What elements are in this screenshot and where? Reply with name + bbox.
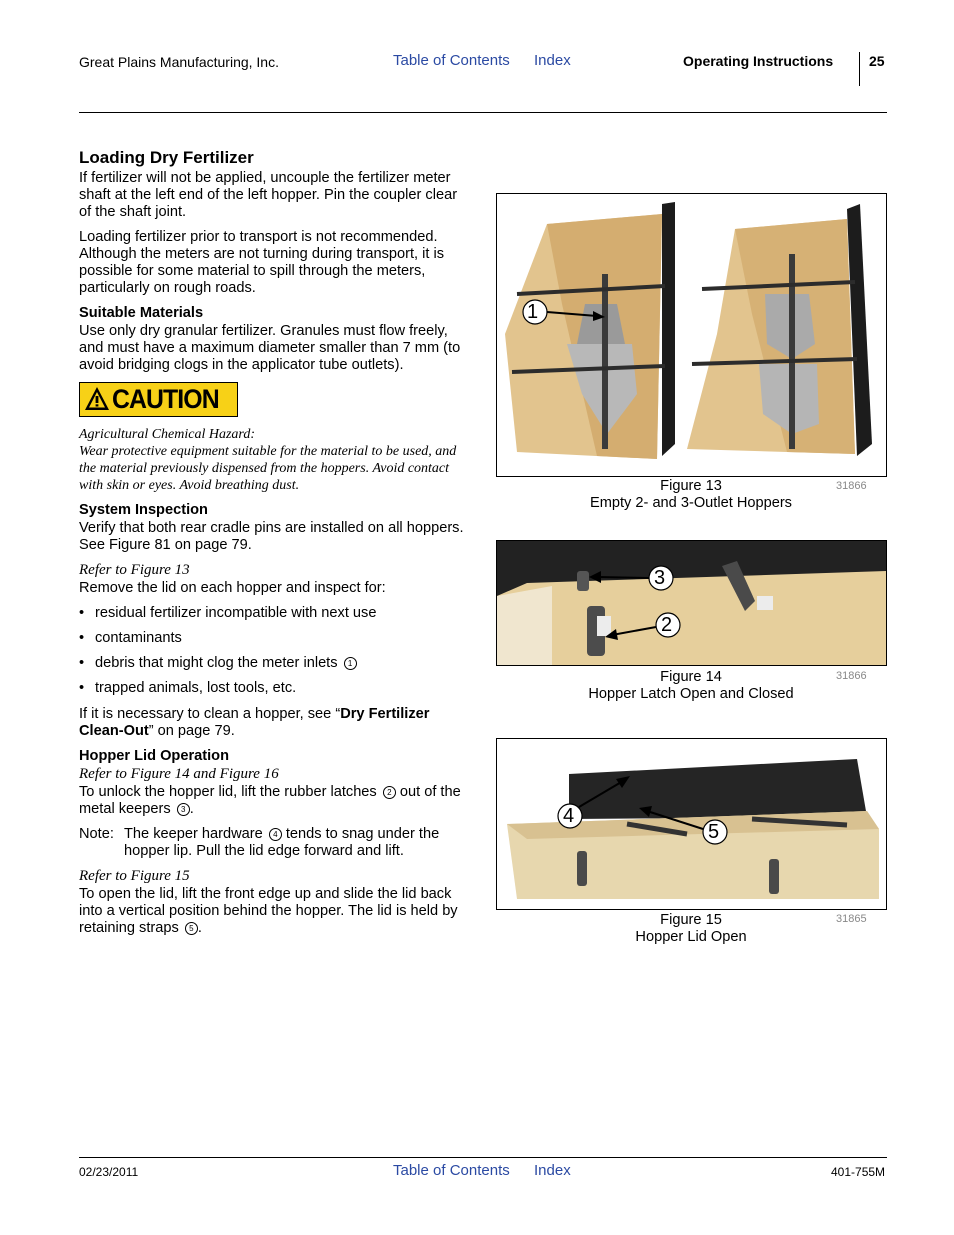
caution-label: [79, 382, 238, 417]
callout-5-marker: 5: [185, 922, 198, 935]
heading-system-inspection: System Inspection: [79, 502, 208, 518]
main-text-column: [79, 149, 469, 945]
figure-13-label: Figure 13: [660, 478, 722, 494]
heading-hopper-lid: Hopper Lid Operation: [79, 748, 229, 764]
figure-13-title: Empty 2- and 3-Outlet Hoppers: [590, 495, 792, 511]
list-item: • residual fertilizer incompatible with next use: [79, 605, 469, 622]
section-title: Operating Instructions: [683, 53, 834, 69]
figure-14-label: Figure 14: [660, 669, 722, 685]
toc-link-header[interactable]: Table of Contents: [393, 52, 510, 69]
callout-2: 2: [661, 614, 673, 636]
paragraph-transport: Loading fertilizer prior to transport is not recommended. Although the meters are not turning during transport, it is possible for some material to spill through the meters, particularly on rough roads.: [79, 229, 445, 296]
figure-13-caption: [560, 478, 822, 512]
figure-15-caption: [560, 912, 822, 946]
company-name: Great Plains Manufacturing, Inc.: [79, 54, 279, 70]
figure-14-caption: [560, 669, 822, 703]
hopper-lid-open-photo: [497, 739, 886, 909]
refer-figure-14-16: Refer to Figure 14 and Figure 16: [79, 766, 279, 782]
paragraph-clean: If it is necessary to clean a hopper, see “Dry Fertilizer Clean-Out” on page 79.: [79, 706, 430, 739]
callout-5: 5: [708, 821, 720, 843]
heading-suitable-materials: Suitable Materials: [79, 305, 204, 321]
footer-rule: [79, 1157, 887, 1158]
figure-14-number: 31866: [836, 670, 867, 682]
hazard-text: Wear protective equipment suitable for the material to be used, and the material previously dispensed from the hoppers. Avoid contact with skin or eyes. Avoid breathing dust.: [79, 444, 457, 493]
list-item: • contaminants: [79, 630, 469, 647]
paragraph-system-inspection: Verify that both rear cradle pins are installed on all hoppers. See Figure 81 on page 79.: [79, 520, 464, 553]
figure-13-number: 31866: [836, 480, 867, 492]
document-number: 401-755M: [831, 1165, 886, 1179]
note-label: Note:: [79, 826, 114, 842]
callout-1: 1: [527, 301, 539, 323]
figure-15-number: 31865: [836, 913, 867, 925]
caution-text: CAUTION: [112, 384, 219, 414]
header-divider: [859, 52, 860, 86]
section-heading: Loading Dry Fertilizer: [79, 148, 254, 167]
footer-date: 02/23/2011: [79, 1165, 139, 1179]
hazard-title: Agricultural Chemical Hazard:: [79, 427, 256, 442]
callout-2-marker: 2: [383, 786, 396, 799]
index-link-header[interactable]: Index: [534, 52, 571, 69]
paragraph-suitable-materials: Use only dry granular fertilizer. Granules must flow freely, and must have a maximum diameter smaller than 7 mm (to avoid bridging clogs in the applicator tube outlets).: [79, 323, 461, 373]
callout-3-marker: 3: [177, 803, 190, 816]
paragraph-uncouple: If fertilizer will not be applied, uncouple the fertilizer meter shaft at the left end of the left hopper. Pin the coupler clear of the shaft joint.: [79, 170, 458, 220]
callout-4-marker: 4: [269, 828, 282, 841]
hopper-latch-photo: [497, 541, 886, 665]
inspection-list: [79, 605, 469, 697]
paragraph-open-lid: To open the lid, lift the front edge up and slide the lid back into a vertical position behind the hopper. The lid is held by retaining straps 5 .: [79, 886, 458, 936]
paragraph-unlock: To unlock the hopper lid, lift the rubber latches 2 out of the metal keepers 3 .: [79, 784, 461, 817]
figure-15-title: Hopper Lid Open: [635, 929, 747, 945]
figure-13-image: [496, 193, 887, 477]
hoppers-photo: [497, 194, 886, 476]
paragraph-remove-lid: Remove the lid on each hopper and inspect for:: [79, 580, 386, 596]
figure-15-image: [496, 738, 887, 910]
refer-figure-15: Refer to Figure 15: [79, 868, 190, 884]
callout-1-marker: 1: [344, 657, 357, 670]
refer-figure-13: Refer to Figure 13: [79, 562, 190, 578]
header-rule: [79, 112, 887, 113]
callout-3: 3: [654, 567, 666, 589]
clean-out-reference: Dry Fertilizer Clean-Out: [79, 706, 430, 739]
list-item: • debris that might clog the meter inlets 1: [79, 655, 469, 672]
note-block: [79, 826, 469, 860]
warning-triangle-icon: [84, 386, 110, 411]
index-link-footer[interactable]: Index: [534, 1162, 571, 1179]
list-item: • trapped animals, lost tools, etc.: [79, 680, 469, 697]
figure-14-image: [496, 540, 887, 666]
page-number: 25: [869, 53, 885, 69]
figure-14-title: Hopper Latch Open and Closed: [588, 686, 794, 702]
note-text: The keeper hardware 4 tends to snag under the hopper lip. Pull the lid edge forward and lift.: [124, 826, 440, 859]
toc-link-footer[interactable]: Table of Contents: [393, 1162, 510, 1179]
callout-4: 4: [563, 805, 575, 827]
figure-15-label: Figure 15: [660, 912, 722, 928]
